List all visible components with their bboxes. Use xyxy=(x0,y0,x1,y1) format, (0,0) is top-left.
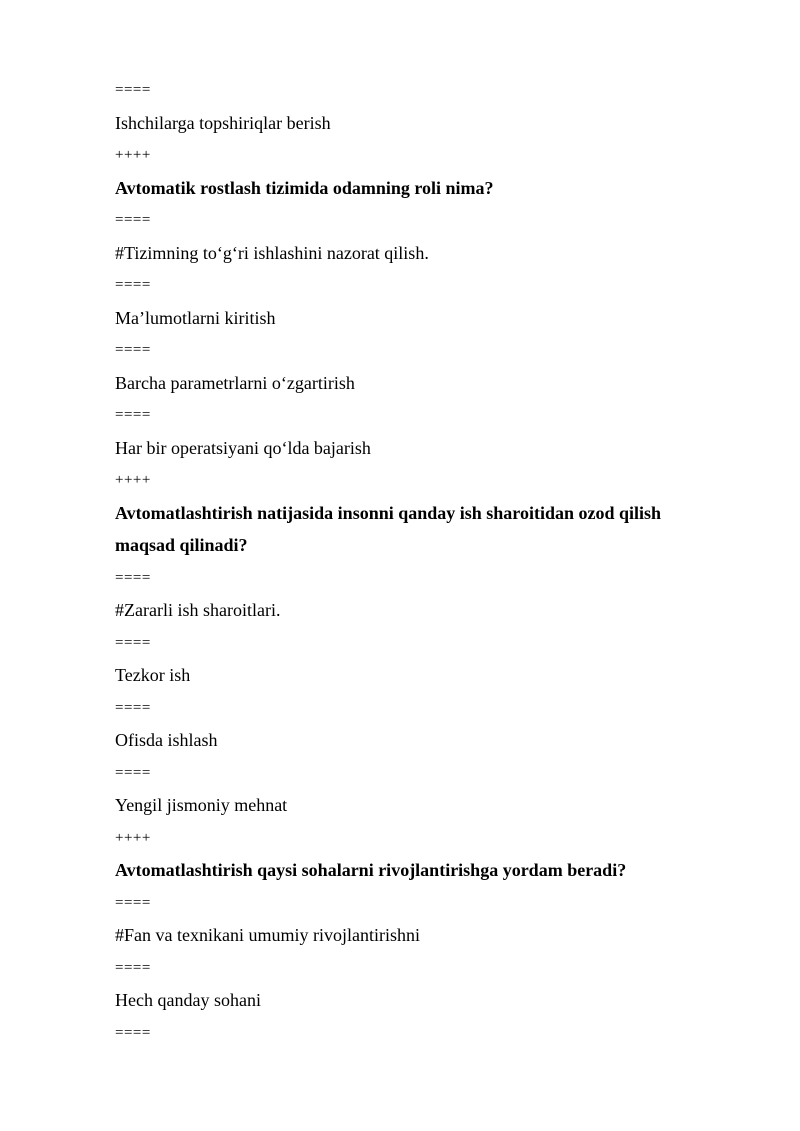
answer-option: Barcha parametrlarni o‘zgartirish xyxy=(115,372,355,393)
separator: ==== xyxy=(115,1024,151,1041)
question-text: Avtomatlashtirish natijasida insonni qanday ish sharoitidan ozod qilish maqsad qilinadi? xyxy=(115,502,661,555)
answer-option-correct: #Zararli ish sharoitlari. xyxy=(115,600,281,620)
answer-option-correct: #Fan va texnikani umumiy rivojlantirishni xyxy=(115,925,420,945)
separator: ==== xyxy=(115,407,151,423)
separator: ==== xyxy=(115,634,151,651)
separator: ==== xyxy=(115,959,151,976)
document-body xyxy=(115,74,715,1049)
answer-option-correct: #Tizimning to‘g‘ri ishlashini nazorat qilish. xyxy=(115,242,429,263)
answer-option: Ofisda ishlash xyxy=(115,730,218,750)
separator: ==== xyxy=(115,342,151,358)
question-text: Avtomatlashtirish qaysi sohalarni rivojlantirishga yordam beradi? xyxy=(115,860,627,880)
separator: ==== xyxy=(115,212,151,228)
separator: ==== xyxy=(115,569,151,586)
answer-option: Hech qanday sohani xyxy=(115,990,261,1010)
answer-option: Tezkor ish xyxy=(115,665,191,685)
answer-option: Ma’lumotlarni kiritish xyxy=(115,307,276,328)
separator: ==== xyxy=(115,699,151,716)
separator: ++++ xyxy=(115,147,151,163)
separator: ==== xyxy=(115,764,151,781)
separator: ==== xyxy=(115,82,151,98)
separator: ++++ xyxy=(115,472,151,488)
separator: ==== xyxy=(115,277,151,293)
separator: ==== xyxy=(115,894,151,911)
answer-option: Yengil jismoniy mehnat xyxy=(115,795,288,815)
answer-option: Ishchilarga topshiriqlar berish xyxy=(115,112,331,133)
question-text: Avtomatik rostlash tizimida odamning roli nima? xyxy=(115,177,494,198)
separator: ++++ xyxy=(115,829,151,846)
answer-option: Har bir operatsiyani qo‘lda bajarish xyxy=(115,437,371,458)
